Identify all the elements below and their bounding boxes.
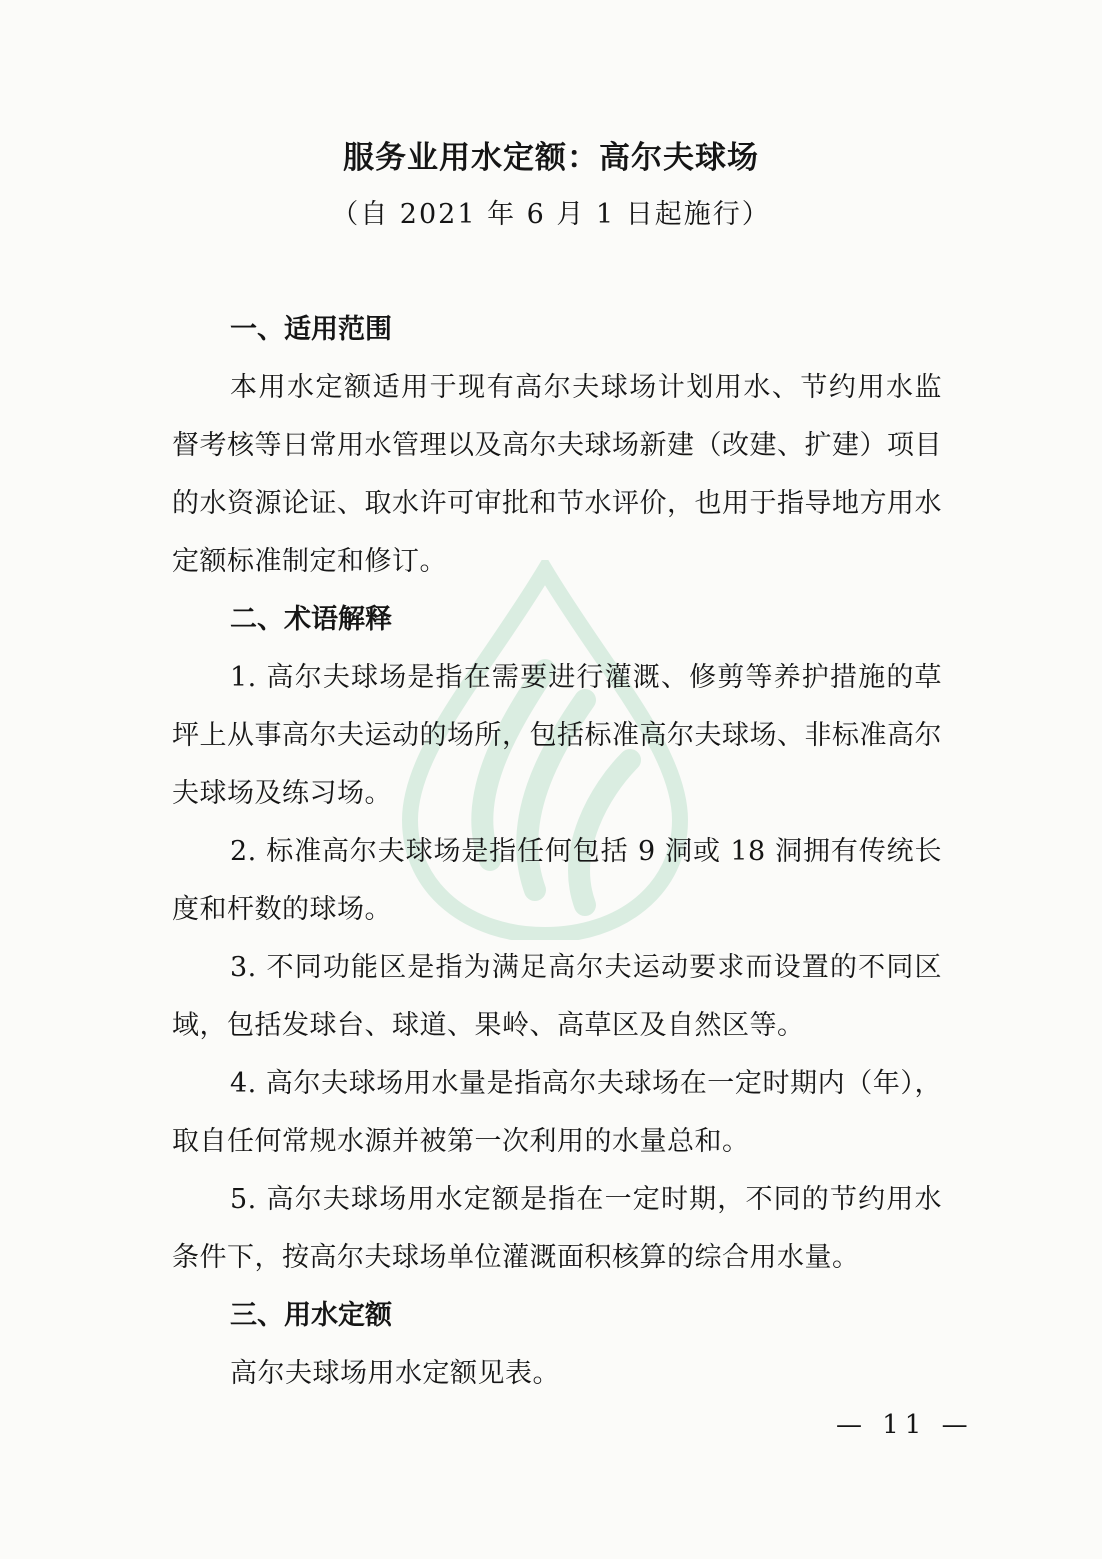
paragraph: 5. 高尔夫球场用水定额是指在一定时期，不同的节约用水条件下，按高尔夫球场单位灌溉面积核算的综合用水量。 — [172, 1184, 942, 1273]
section-heading: 一、适用范围 — [230, 314, 392, 345]
section-heading: 三、用水定额 — [230, 1300, 392, 1331]
section-heading: 二、术语解释 — [230, 604, 392, 635]
page-number: — 11 — — [836, 1410, 974, 1440]
paragraph: 高尔夫球场用水定额见表。 — [230, 1358, 560, 1389]
page-subtitle: （自 2021 年 6 月 1 日起施行） — [331, 199, 771, 230]
paragraph: 本用水定额适用于现有高尔夫球场计划用水、节约用水监督考核等日常用水管理以及高尔夫球场新建（改建、扩建）项目的水资源论证、取水许可审批和节水评价，也用于指导地方用水定额标准制定和修订。 — [172, 372, 942, 577]
section-quota — [172, 1287, 942, 1403]
paragraph: 3. 不同功能区是指为满足高尔夫运动要求而设置的不同区域，包括发球台、球道、果岭、高草区及自然区等。 — [172, 952, 942, 1041]
document-body — [172, 301, 942, 1403]
paragraph: 2. 标准高尔夫球场是指任何包括 9 洞或 18 洞拥有传统长度和杆数的球场。 — [172, 836, 942, 925]
paragraph: 1. 高尔夫球场是指在需要进行灌溉、修剪等养护措施的草坪上从事高尔夫运动的场所，包括标准高尔夫球场、非标准高尔夫球场及练习场。 — [172, 662, 942, 809]
paragraph: 4. 高尔夫球场用水量是指高尔夫球场在一定时期内（年），取自任何常规水源并被第一次利用的水量总和。 — [172, 1068, 942, 1157]
section-scope — [172, 301, 942, 591]
page-title: 服务业用水定额：高尔夫球场 — [343, 140, 759, 176]
section-terms — [172, 591, 942, 1287]
